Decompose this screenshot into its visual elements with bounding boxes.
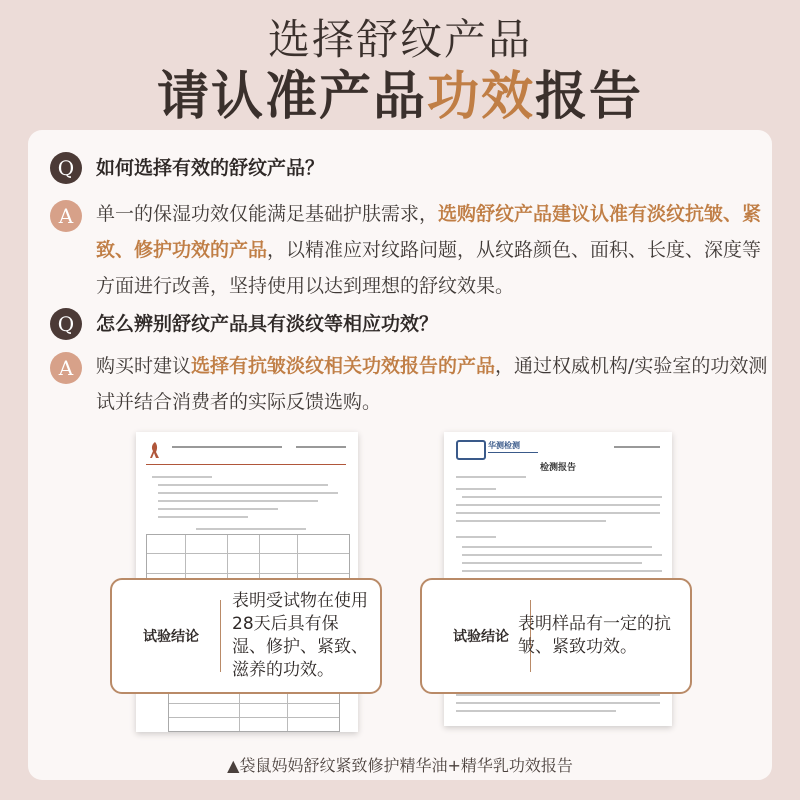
conclusion-divider (220, 600, 221, 672)
conclusion-label: 试验结论 (143, 629, 199, 645)
answer-part1: 购买时建议 (96, 355, 192, 377)
table-row-line (147, 553, 349, 554)
answer-highlight: 选择有抗皱淡纹相关功效报告的产品 (191, 355, 496, 377)
doc-text-line (456, 710, 616, 712)
conclusion-text: 表明受试物在使用28天后具有保湿、修护、紧致、滋养的功效。 (232, 591, 368, 680)
conclusion-label: 试验结论 (453, 629, 509, 645)
doc-text-line (456, 702, 660, 704)
headline-accent: 功效 (426, 67, 535, 127)
doc-brand-line (488, 452, 538, 453)
table-row-line (169, 717, 339, 718)
table-col-line (239, 691, 240, 731)
doc-text-line (456, 476, 526, 478)
doc-text-line (456, 504, 660, 506)
doc-text-line (158, 500, 318, 502)
conclusion-box-left (110, 578, 382, 694)
doc-page-line (614, 446, 660, 448)
doc-text-line (456, 536, 496, 538)
kangaroo-logo-icon (148, 440, 162, 460)
answer-highlight: 选购舒纹产品建议认准有淡纹抗皱、紧致、修护功效的产品 (96, 203, 762, 261)
answer-part2: ，通过权威机构/实验室的功效测试并结合消费者的实际反馈选购。 (96, 355, 768, 413)
table-row-line (169, 703, 339, 704)
doc-text-line (456, 694, 660, 696)
headline-line2 (0, 62, 800, 132)
conclusion-text: 表明样品有一定的抗皱、紧致功效。 (518, 614, 671, 657)
doc-text-line (158, 484, 328, 486)
brand-logo-icon (456, 440, 486, 460)
doc-brand: 华测检测 (488, 441, 520, 450)
headline-suffix: 报告 (535, 67, 644, 127)
doc-header-line (172, 446, 282, 448)
doc-text-line (462, 496, 662, 498)
question-badge: Q (50, 152, 82, 184)
doc-text-line (462, 546, 652, 548)
headline-line1: 选择舒纹产品 (267, 15, 532, 64)
conclusion-box-right (420, 578, 692, 694)
doc-text-line (456, 512, 660, 514)
doc-text-line (158, 492, 338, 494)
table-col-line (287, 691, 288, 731)
doc-text-line (152, 476, 212, 478)
question-badge: Q (50, 308, 82, 340)
doc-text-line (462, 562, 642, 564)
doc-text-line (462, 554, 662, 556)
question-text: 怎么辨别舒纹产品具有淡纹等相应功效？ (96, 313, 439, 335)
answer-part1: 单一的保湿功效仅能满足基础护肤需求， (96, 203, 439, 225)
doc-text-line (196, 528, 306, 530)
answer-part2: ，以精准应对纹路问题，从纹路颜色、面积、长度、深度等方面进行改善，坚持使用以达到理想的舒纹效果。 (96, 239, 762, 297)
doc-title: 检测报告 (539, 463, 576, 473)
doc-header-line (296, 446, 346, 448)
doc-text-line (462, 570, 662, 572)
doc-text-line (158, 508, 278, 510)
answer-badge: A (50, 200, 82, 232)
report-caption: ▲袋鼠妈妈舒纹紧致修护精华油+精华乳功效报告 (227, 756, 573, 775)
question-text: 如何选择有效的舒纹产品？ (96, 157, 325, 179)
answer-text (96, 196, 776, 304)
answer-text (96, 348, 776, 420)
doc-divider (146, 464, 346, 465)
doc-table (168, 690, 340, 732)
headline-prefix: 请认准产品 (156, 67, 427, 127)
answer-badge: A (50, 352, 82, 384)
table-row-line (147, 573, 349, 574)
doc-text-line (456, 520, 606, 522)
doc-text-line (158, 516, 248, 518)
doc-text-line (456, 488, 496, 490)
